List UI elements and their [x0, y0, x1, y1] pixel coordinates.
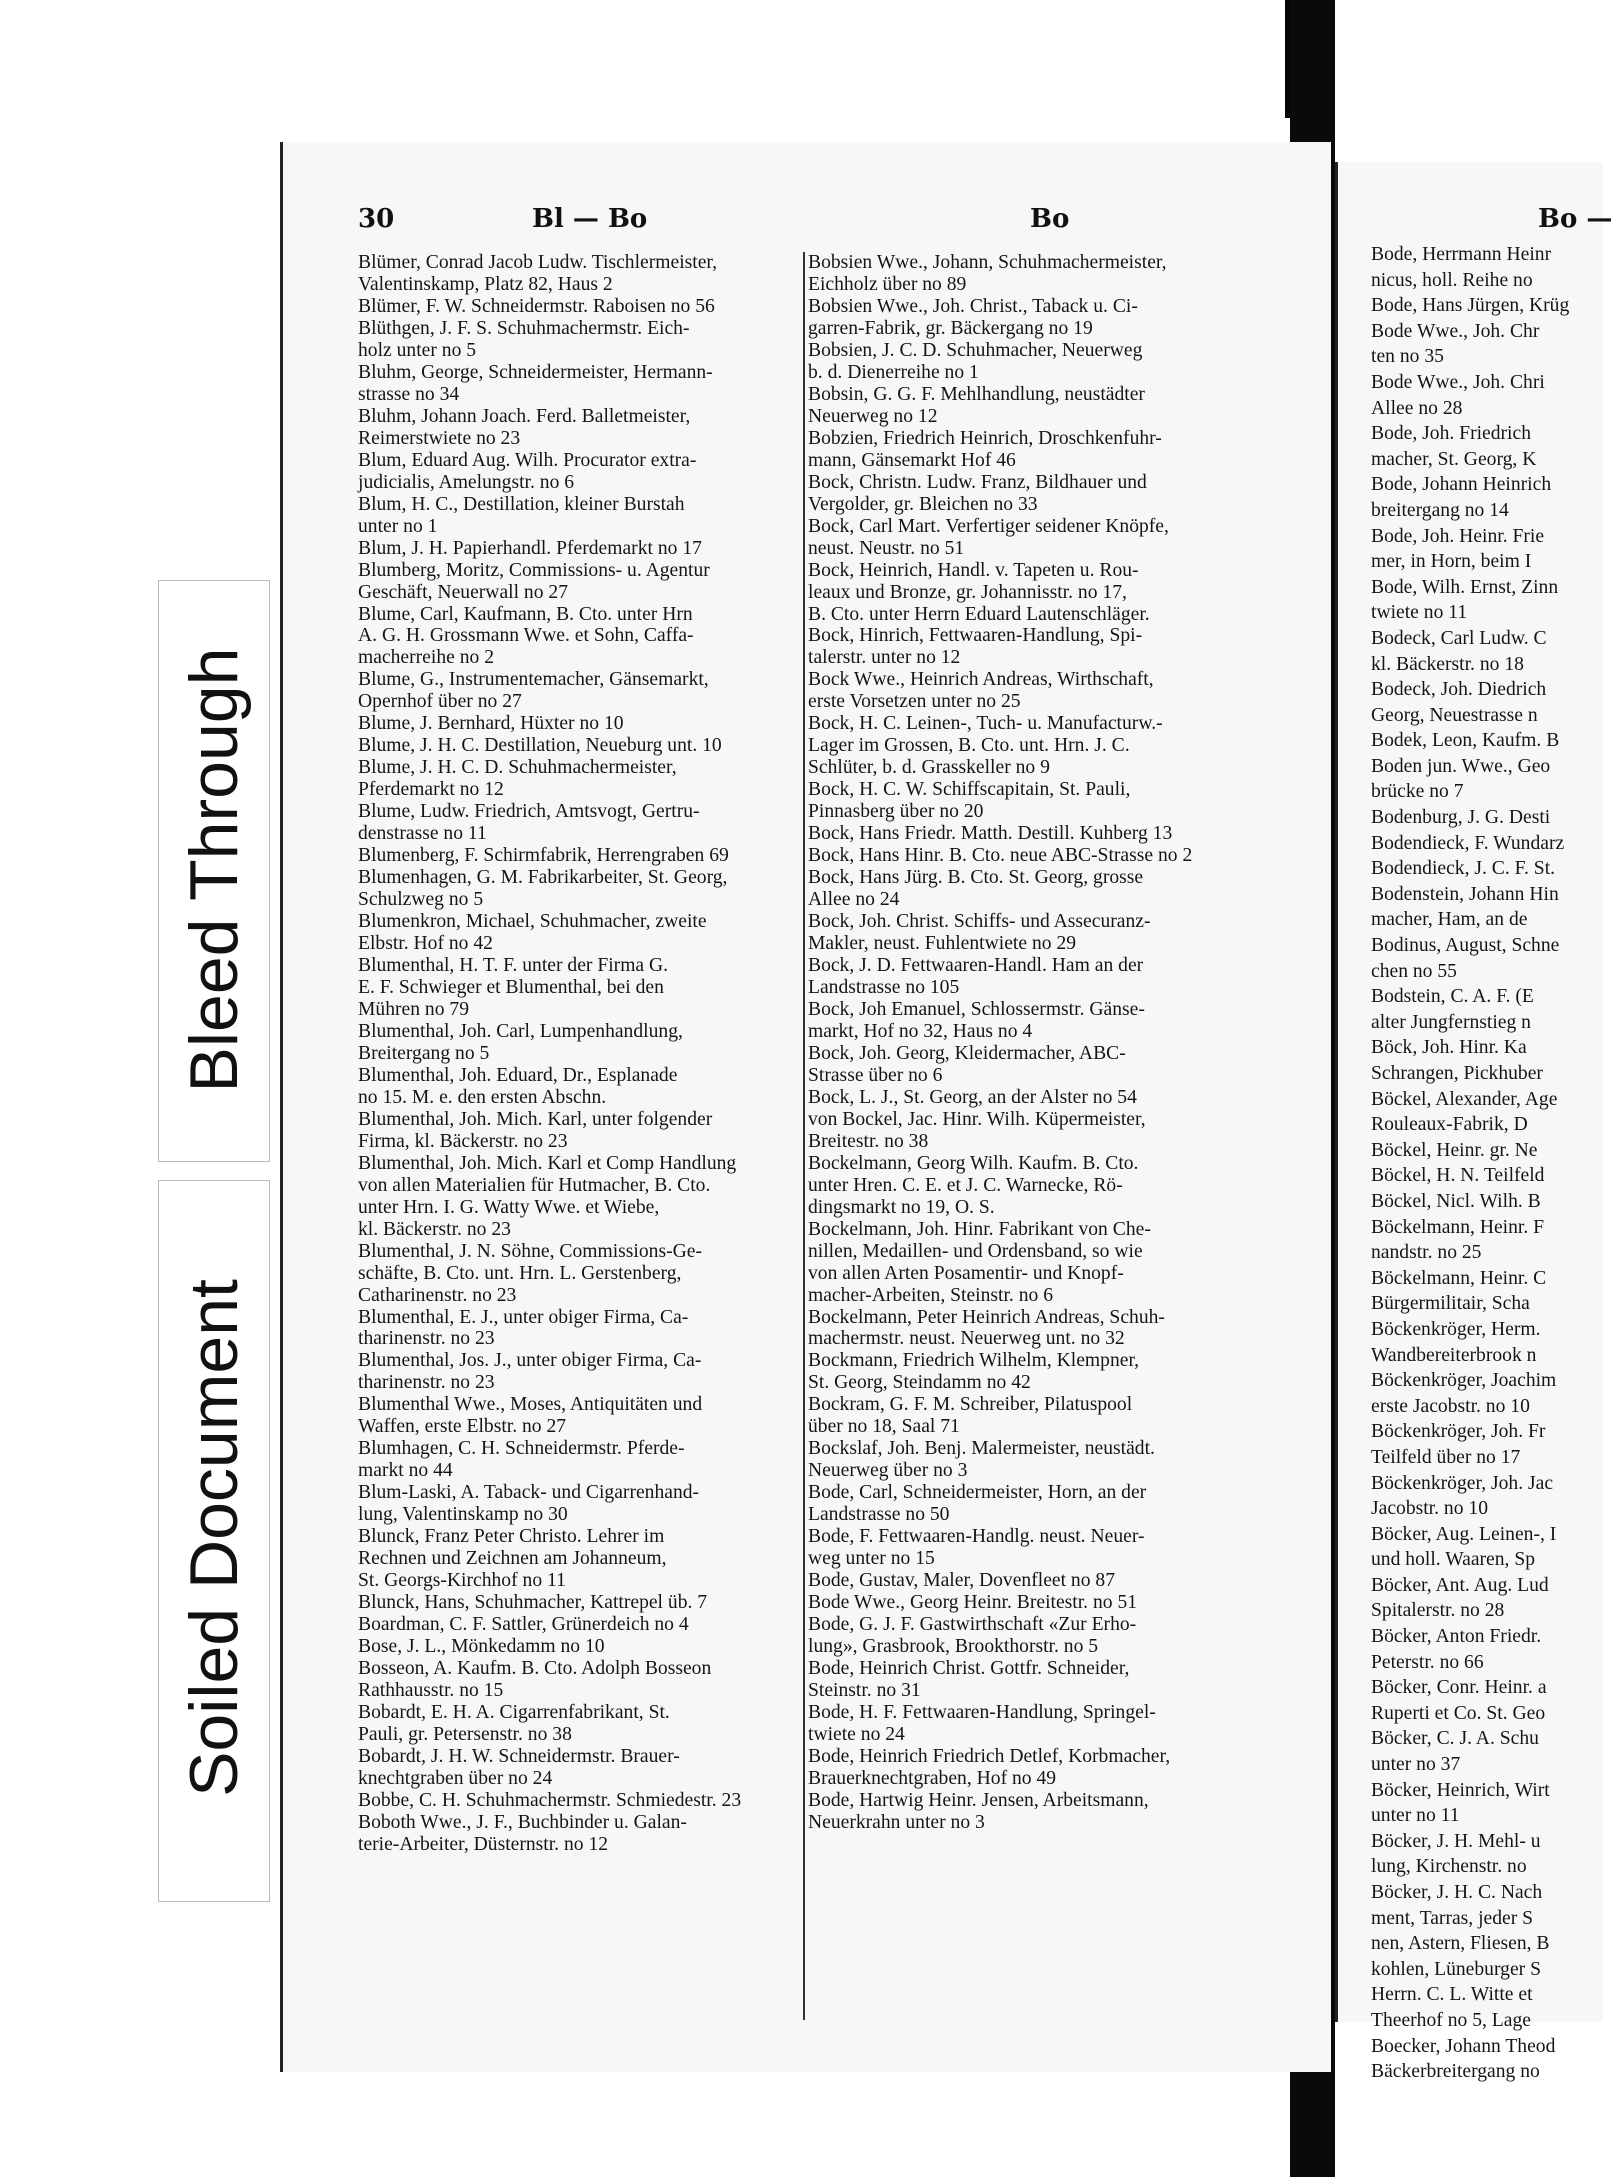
directory-entry-line: Blumenhagen, G. M. Fabrikarbeiter, St. Georg, — [358, 867, 728, 889]
directory-entry-line: Böckelmann, Heinr. F — [1371, 1216, 1545, 1238]
directory-entry-line: Bobardt, E. H. A. Cigarrenfabrikant, St. — [358, 1701, 670, 1723]
directory-entry-line: Bodinus, August, Schne — [1371, 935, 1560, 957]
directory-entry-line: judicialis, Amelungstr. no 6 — [358, 471, 575, 493]
directory-entry-line: Allee no 24 — [808, 889, 900, 911]
directory-entry-line: Blumenthal, H. T. F. unter der Firma G. — [358, 955, 669, 976]
directory-entry-line: Bode, Joh. Heinr. Frie — [1371, 525, 1545, 547]
directory-entry-line: Bosseon, A. Kaufm. B. Cto. Adolph Bosseon — [358, 1658, 712, 1679]
directory-entry-line: Bock Wwe., Heinrich Andreas, Wirthschaft, — [808, 669, 1154, 691]
directory-entry-line: Teilfeld über no 17 — [1371, 1446, 1521, 1468]
directory-entry-line: Bode, Heinrich Christ. Gottfr. Schneider, — [808, 1658, 1130, 1679]
directory-entry-line: Bobsin, G. G. F. Mehlhandlung, neustädter — [808, 383, 1145, 405]
directory-entry-line: twiete no 24 — [808, 1723, 905, 1745]
directory-entry-line: Bluhm, Johann Joach. Ferd. Balletmeister, — [358, 405, 691, 427]
directory-entry-line: breitergang no 14 — [1371, 499, 1509, 521]
directory-entry-line: Blume, J. H. C. D. Schuhmachermeister, — [358, 757, 677, 779]
directory-entry-line: Böck, Joh. Hinr. Ka — [1371, 1037, 1527, 1059]
directory-entry-line: St. Georgs-Kirchhof no 11 — [358, 1570, 566, 1592]
directory-entry-line: Bode, Hans Jürgen, Krüg — [1371, 295, 1570, 317]
directory-entry-line: Rouleaux-Fabrik, D — [1371, 1114, 1528, 1136]
next-page-column — [1371, 242, 1611, 2085]
directory-entry-line: Böckenkröger, Joh. Fr — [1371, 1421, 1546, 1443]
directory-entry-line: Bock, Hans Jürg. B. Cto. St. Georg, grosse — [808, 867, 1144, 889]
directory-entry-line: Blum-Laski, A. Taback- und Cigarrenhand- — [358, 1482, 700, 1504]
directory-entry-line: Makler, neust. Fuhlentwiete no 29 — [808, 933, 1077, 955]
directory-entry-line: Schulzweg no 5 — [358, 889, 484, 911]
directory-entry-line: chen no 55 — [1371, 960, 1457, 982]
directory-entry-line: Strasse über no 6 — [808, 1064, 943, 1086]
directory-entry-line: Bose, J. L., Mönkedamm no 10 — [358, 1636, 605, 1658]
directory-entry-line: Blumenthal, E. J., unter obiger Firma, Ca- — [358, 1306, 689, 1328]
directory-entry-line: Bock, Joh Emanuel, Schlossermstr. Gänse- — [808, 998, 1145, 1020]
directory-entry-line: Bodenstein, Johann Hin — [1371, 883, 1559, 905]
directory-entry-line: Boden jun. Wwe., Geo — [1371, 755, 1551, 777]
directory-entry-line: garren-Fabrik, gr. Bäckergang no 19 — [808, 317, 1093, 339]
directory-entry-line: Blunck, Franz Peter Christo. Lehrer im — [358, 1526, 665, 1548]
directory-entry-line: nillen, Medaillen- und Ordensband, so wie — [808, 1240, 1143, 1262]
directory-entry-line: brücke no 7 — [1371, 781, 1464, 803]
page-number: 30 — [358, 204, 395, 234]
directory-entry-line: Herrn. C. L. Witte et — [1371, 1984, 1533, 2006]
directory-entry-line: Bobbe, C. H. Schuhmachermstr. Schmiedestr. 23 — [358, 1789, 742, 1811]
directory-entry-line: von allen Arten Posamentir- und Knopf- — [808, 1262, 1124, 1284]
directory-entry-line: Landstrasse no 105 — [808, 976, 960, 998]
directory-entry-line: Blumberg, Moritz, Commissions- u. Agentur — [358, 559, 710, 581]
directory-entry-line: tharinenstr. no 23 — [358, 1372, 495, 1394]
directory-entry-line: Blunck, Hans, Schuhmacher, Kattrepel üb. 7 — [358, 1592, 708, 1614]
left-running-head: Bl — Bo — [532, 204, 648, 234]
column-divider — [803, 252, 805, 2020]
directory-entry-line: Waffen, erste Elbstr. no 27 — [358, 1416, 567, 1438]
directory-entry-line: von Bockel, Jac. Hinr. Wilh. Küpermeister, — [808, 1108, 1146, 1130]
directory-entry-line: Böcker, Aug. Leinen-, I — [1371, 1523, 1557, 1545]
directory-entry-line: neust. Neustr. no 51 — [808, 537, 965, 559]
directory-entry-line: Bode, Gustav, Maler, Dovenfleet no 87 — [808, 1570, 1116, 1592]
directory-entry-line: lung, Kirchenstr. no — [1371, 1856, 1527, 1878]
directory-entry-line: Bockslaf, Joh. Benj. Malermeister, neustädt. — [808, 1438, 1155, 1460]
directory-entry-line: Bode, Carl, Schneidermeister, Horn, an der — [808, 1482, 1147, 1504]
directory-entry-line: Wandbereiterbrook n — [1371, 1344, 1537, 1366]
directory-entry-line: Georg, Neuestrasse n — [1371, 704, 1538, 726]
directory-entry-line: Opernhof über no 27 — [358, 691, 522, 713]
directory-entry-line: Blumenthal, Joh. Carl, Lumpenhandlung, — [358, 1020, 683, 1042]
directory-entry-line: Bode Wwe., Joh. Chri — [1371, 371, 1545, 393]
directory-entry-line: Mühren no 79 — [358, 998, 470, 1020]
directory-entry-line: Bode, Hartwig Heinr. Jensen, Arbeitsmann, — [808, 1789, 1149, 1811]
directory-entry-line: Elbstr. Hof no 42 — [358, 933, 493, 955]
directory-entry-line: Geschäft, Neuerwall no 27 — [358, 581, 569, 603]
directory-entry-line: Bock, Heinrich, Handl. v. Tapeten u. Rou- — [808, 559, 1139, 581]
directory-entry-line: macherreihe no 2 — [358, 647, 494, 669]
directory-entry-line: Bobardt, J. H. W. Schneidermstr. Brauer- — [358, 1745, 680, 1767]
directory-entry-line: Bock, H. C. W. Schiffscapitain, St. Pauli, — [808, 779, 1131, 801]
directory-entry-line: Catharinenstr. no 23 — [358, 1284, 517, 1306]
directory-entry-line: Bock, Joh. Christ. Schiffs- und Assecuranz- — [808, 911, 1151, 933]
directory-entry-line: Böcker, Ant. Aug. Lud — [1371, 1574, 1549, 1596]
directory-entry-line: Rechnen und Zeichnen am Johanneum, — [358, 1548, 667, 1570]
directory-entry-line: und holl. Waaren, Sp — [1371, 1549, 1536, 1571]
directory-entry-line: Blümer, Conrad Jacob Ludw. Tischlermeister, — [358, 252, 718, 273]
directory-entry-line: Bockelmann, Peter Heinrich Andreas, Schuh- — [808, 1306, 1165, 1328]
directory-entry-line: Bode, Wilh. Ernst, Zinn — [1371, 576, 1559, 598]
directory-entry-line: Böcker, Conr. Heinr. a — [1371, 1677, 1547, 1699]
directory-entry-line: Bode, Herrmann Heinr — [1371, 244, 1552, 265]
directory-entry-line: Blüthgen, J. F. S. Schuhmachermstr. Eich- — [358, 317, 690, 339]
bleed-through-label: Bleed Through — [176, 647, 252, 1093]
directory-entry-line: Böckenkröger, Joachim — [1371, 1370, 1557, 1392]
directory-entry-line: Blumenberg, F. Schirmfabrik, Herrengraben 69 — [358, 845, 729, 867]
directory-entry-line: b. d. Dienerreihe no 1 — [808, 361, 979, 383]
directory-entry-line: unter no 37 — [1371, 1754, 1461, 1776]
directory-entry-line: Bode, F. Fettwaaren-Handlg. neust. Neuer- — [808, 1526, 1145, 1548]
directory-entry-line: Böcker, Heinrich, Wirt — [1371, 1779, 1550, 1801]
directory-entry-line: Landstrasse no 50 — [808, 1504, 950, 1526]
directory-entry-line: Böcker, J. H. C. Nach — [1371, 1882, 1543, 1903]
directory-entry-line: Blumenthal, Joh. Eduard, Dr., Esplanade — [358, 1064, 678, 1086]
directory-entry-line: Jacobstr. no 10 — [1371, 1498, 1489, 1520]
directory-entry-line: Blumenthal, Joh. Mich. Karl et Comp Handlung — [358, 1152, 737, 1174]
directory-entry-line: alter Jungfernstieg n — [1371, 1011, 1531, 1033]
directory-entry-line: Böckel, Alexander, Age — [1371, 1088, 1558, 1110]
directory-entry-line: Bluhm, George, Schneidermeister, Hermann- — [358, 361, 713, 383]
directory-entry-line: erste Vorsetzen unter no 25 — [808, 691, 1021, 713]
directory-entry-line: Böckelmann, Heinr. C — [1371, 1267, 1547, 1289]
directory-entry-line: Bock, L. J., St. Georg, an der Alster no 54 — [808, 1086, 1137, 1108]
directory-entry-line: A. G. H. Grossmann Wwe. et Sohn, Caffa- — [358, 625, 694, 647]
directory-entry-line: Boardman, C. F. Sattler, Grünerdeich no 4 — [358, 1614, 689, 1636]
directory-entry-line: Pauli, gr. Petersenstr. no 38 — [358, 1723, 572, 1745]
directory-entry-line: Bode, H. F. Fettwaaren-Handlung, Springel- — [808, 1701, 1156, 1723]
right-column — [808, 252, 1268, 1834]
directory-entry-line: Bock, Hans Friedr. Matth. Destill. Kuhberg 13 — [808, 823, 1173, 845]
directory-entry-line: Blumenkron, Michael, Schuhmacher, zweite — [358, 911, 707, 933]
directory-entry-line: Bockelmann, Georg Wilh. Kaufm. B. Cto. — [808, 1152, 1139, 1174]
directory-entry-line: Blume, Ludw. Friedrich, Amtsvogt, Gertru- — [358, 801, 700, 823]
directory-entry-line: Breitestr. no 38 — [808, 1130, 929, 1152]
directory-entry-line: Bockelmann, Joh. Hinr. Fabrikant von Che- — [808, 1218, 1151, 1240]
directory-entry-line: Böckel, H. N. Teilfeld — [1371, 1165, 1545, 1187]
directory-entry-line: Blumenthal, Joh. Mich. Karl, unter folgender — [358, 1108, 713, 1130]
directory-entry-line: Bode Wwe., Georg Heinr. Breitestr. no 51 — [808, 1592, 1138, 1614]
directory-entry-line: talerstr. unter no 12 — [808, 647, 961, 669]
directory-entry-line: Lager im Grossen, B. Cto. unt. Hrn. J. C. — [808, 735, 1130, 757]
directory-entry-line: E. F. Schwieger et Blumenthal, bei den — [358, 976, 664, 998]
directory-entry-line: Blumenthal, Jos. J., unter obiger Firma, Ca- — [358, 1350, 702, 1372]
directory-entry-line: Böcker, J. H. Mehl- u — [1371, 1830, 1541, 1852]
directory-entry-line: knechtgraben über no 24 — [358, 1767, 553, 1789]
directory-entry-line: dingsmarkt no 19, O. S. — [808, 1196, 995, 1218]
directory-entry-line: nen, Astern, Fliesen, B — [1371, 1933, 1550, 1955]
directory-entry-line: Bode, Joh. Friedrich — [1371, 423, 1531, 445]
directory-entry-line: Blümer, F. W. Schneidermstr. Raboisen no 56 — [358, 295, 715, 317]
directory-entry-line: Bock, Hans Hinr. B. Cto. neue ABC-Strasse no 2 — [808, 845, 1193, 867]
directory-entry-line: tharinenstr. no 23 — [358, 1328, 495, 1350]
directory-entry-line: Böckel, Heinr. gr. Ne — [1371, 1139, 1538, 1161]
directory-entry-line: unter no 1 — [358, 515, 438, 537]
directory-entry-line: Böckenkröger, Herm. — [1371, 1318, 1541, 1340]
directory-entry-line: macher, Ham, an de — [1371, 909, 1528, 931]
bleed-through-tab — [158, 580, 270, 1162]
directory-entry-line: Breitergang no 5 — [358, 1042, 490, 1064]
directory-entry-line: Bodeck, Carl Ludw. C — [1371, 627, 1547, 649]
directory-entry-line: Allee no 28 — [1371, 397, 1463, 419]
directory-entry-line: Bäckerbreitergang no — [1371, 2061, 1540, 2083]
directory-entry-line: holz unter no 5 — [358, 339, 477, 361]
soiled-document-label: Soiled Document — [176, 1279, 252, 1797]
directory-entry-line: Blum, Eduard Aug. Wilh. Procurator extra- — [358, 449, 697, 471]
directory-entry-line: markt no 44 — [358, 1460, 453, 1482]
directory-entry-line: Böcker, C. J. A. Schu — [1371, 1728, 1539, 1750]
directory-entry-line: Bobsien, J. C. D. Schuhmacher, Neuerweg — [808, 339, 1143, 361]
directory-entry-line: Bodstein, C. A. F. (E — [1371, 986, 1534, 1008]
directory-entry-line: Vergolder, gr. Bleichen no 33 — [808, 493, 1038, 515]
directory-entry-line: mann, Gänsemarkt Hof 46 — [808, 449, 1016, 471]
directory-entry-line: Valentinskamp, Platz 82, Haus 2 — [358, 273, 613, 295]
directory-entry-line: Steinstr. no 31 — [808, 1679, 921, 1701]
directory-entry-line: kohlen, Lüneburger S — [1371, 1958, 1541, 1980]
directory-entry-line: Bock, H. C. Leinen-, Tuch- u. Manufacturw.- — [808, 713, 1163, 735]
directory-entry-line: Rathhausstr. no 15 — [358, 1679, 504, 1701]
directory-entry-line: Neuerkrahn unter no 3 — [808, 1811, 985, 1833]
directory-entry-line: erste Jacobstr. no 10 — [1371, 1395, 1530, 1417]
directory-entry-line: unter Hrn. I. G. Watty Wwe. et Wiebe, — [358, 1196, 660, 1218]
directory-entry-line: no 15. M. e. den ersten Abschn. — [358, 1086, 607, 1108]
directory-entry-line: Bock, Carl Mart. Verfertiger seidener Knöpfe, — [808, 515, 1169, 537]
directory-entry-line: markt, Hof no 32, Haus no 4 — [808, 1020, 1033, 1042]
directory-entry-line: Neuerweg no 12 — [808, 405, 938, 427]
directory-entry-line: Pferdemarkt no 12 — [358, 779, 504, 801]
directory-entry-line: Bock, J. D. Fettwaaren-Handl. Ham an der — [808, 955, 1144, 976]
directory-entry-line: Boecker, Johann Theod — [1371, 2035, 1556, 2057]
directory-entry-line: macher, St. Georg, K — [1371, 448, 1537, 470]
directory-entry-line: Bock, Joh. Georg, Kleidermacher, ABC- — [808, 1042, 1126, 1064]
directory-entry-line: Böckenkröger, Joh. Jac — [1371, 1472, 1554, 1494]
directory-entry-line: Pinnasberg über no 20 — [808, 801, 984, 823]
directory-entry-line: Bode, Heinrich Friedrich Detlef, Korbmacher, — [808, 1745, 1171, 1767]
directory-entry-line: lung, Valentinskamp no 30 — [358, 1504, 568, 1526]
directory-entry-line: Blumenthal Wwe., Moses, Antiquitäten und — [358, 1394, 703, 1416]
directory-entry-line: kl. Bäckerstr. no 23 — [358, 1218, 511, 1240]
left-column — [358, 252, 800, 1856]
directory-entry-line: Bodendieck, F. Wundarz — [1371, 832, 1565, 854]
next-page — [1335, 162, 1612, 2083]
directory-entry-line: Blum, J. H. Papierhandl. Pferdemarkt no 17 — [358, 537, 702, 559]
directory-entry-line: Bobsien Wwe., Joh. Christ., Taback u. Ci- — [808, 295, 1138, 317]
directory-entry-line: Peterstr. no 66 — [1371, 1651, 1484, 1673]
directory-entry-line: Bodeck, Joh. Diedrich — [1371, 679, 1547, 701]
directory-entry-line: nicus, holl. Reihe no — [1371, 269, 1533, 291]
directory-entry-line: über no 18, Saal 71 — [808, 1416, 960, 1438]
directory-entry-line: St. Georg, Steindamm no 42 — [808, 1372, 1031, 1394]
directory-entry-line: von allen Materialien für Hutmacher, B. Cto. — [358, 1174, 711, 1196]
directory-entry-line: Firma, kl. Bäckerstr. no 23 — [358, 1130, 568, 1152]
directory-entry-line: Blume, J. Bernhard, Hüxter no 10 — [358, 713, 624, 735]
directory-entry-line: Bode, Johann Heinrich — [1371, 474, 1552, 496]
directory-entry-line: Bodenburg, J. G. Desti — [1371, 807, 1551, 829]
directory-entry-line: unter Hren. C. E. et J. C. Warnecke, Rö- — [808, 1174, 1123, 1196]
directory-entry-line: Bode, G. J. F. Gastwirthschaft «Zur Erho- — [808, 1614, 1137, 1636]
directory-entry-line: Theerhof no 5, Lage — [1371, 2009, 1531, 2031]
directory-entry-line: Brauerknechtgraben, Hof no 49 — [808, 1767, 1057, 1789]
directory-entry-line: Neuerweg über no 3 — [808, 1460, 968, 1482]
directory-entry-line: Blumenthal, J. N. Söhne, Commissions-Ge- — [358, 1240, 702, 1262]
directory-entry-line: ment, Tarras, jeder S — [1371, 1907, 1534, 1929]
right-running-head: Bo — [1030, 204, 1070, 234]
directory-entry-line: Böckel, Nicl. Wilh. B — [1371, 1190, 1541, 1212]
directory-entry-line: Blum, H. C., Destillation, kleiner Burstah — [358, 493, 685, 515]
directory-entry-line: Eichholz über no 89 — [808, 273, 967, 295]
directory-entry-line: Bobsien Wwe., Johann, Schuhmachermeister, — [808, 252, 1167, 273]
directory-entry-line: Bodendieck, J. C. F. St. — [1371, 858, 1556, 880]
directory-entry-line: Schlüter, b. d. Grasskeller no 9 — [808, 757, 1050, 779]
directory-entry-line: denstrasse no 11 — [358, 823, 487, 845]
directory-entry-line: Blume, Carl, Kaufmann, B. Cto. unter Hrn — [358, 603, 693, 625]
directory-entry-line: Bode Wwe., Joh. Chr — [1371, 320, 1540, 342]
directory-entry-line: machermstr. neust. Neuerweg unt. no 32 — [808, 1328, 1125, 1350]
directory-entry-line: Bobzien, Friedrich Heinrich, Droschkenfuhr- — [808, 427, 1162, 449]
directory-entry-line: Ruperti et Co. St. Geo — [1371, 1702, 1546, 1724]
directory-entry-line: kl. Bäckerstr. no 18 — [1371, 653, 1524, 675]
directory-entry-line: nandstr. no 25 — [1371, 1242, 1482, 1264]
directory-entry-line: Bock, Christn. Ludw. Franz, Bildhauer und — [808, 471, 1147, 493]
directory-entry-line: Blume, J. H. C. Destillation, Neueburg unt. 10 — [358, 735, 722, 757]
directory-entry-line: ten no 35 — [1371, 346, 1444, 368]
directory-entry-line: lung», Grasbrook, Brookthorstr. no 5 — [808, 1636, 1099, 1658]
directory-entry-line: macher-Arbeiten, Steinstr. no 6 — [808, 1284, 1054, 1306]
directory-entry-line: unter no 11 — [1371, 1805, 1460, 1827]
directory-entry-line: schäfte, B. Cto. unt. Hrn. L. Gerstenberg, — [358, 1262, 682, 1284]
directory-entry-line: Reimerstwiete no 23 — [358, 427, 521, 449]
directory-entry-line: Spitalerstr. no 28 — [1371, 1600, 1505, 1622]
directory-entry-line: mer, in Horn, beim I — [1371, 551, 1532, 573]
directory-entry-line: Bock, Hinrich, Fettwaaren-Handlung, Spi- — [808, 625, 1143, 647]
directory-entry-line: B. Cto. unter Herrn Eduard Lautenschläger. — [808, 603, 1150, 625]
directory-entry-line: Bodek, Leon, Kaufm. B — [1371, 730, 1560, 752]
next-page-running-head: Bo — — [1538, 204, 1612, 234]
directory-entry-line: terie-Arbeiter, Düsternstr. no 12 — [358, 1833, 609, 1855]
directory-entry-line: strasse no 34 — [358, 383, 460, 405]
directory-entry-line: twiete no 11 — [1371, 602, 1468, 624]
directory-entry-line: Bürgermilitair, Scha — [1371, 1293, 1530, 1315]
directory-entry-line: weg unter no 15 — [808, 1548, 935, 1570]
directory-entry-line: Schrangen, Pickhuber — [1371, 1063, 1543, 1084]
directory-entry-line: Blumhagen, C. H. Schneidermstr. Pferde- — [358, 1438, 685, 1460]
directory-entry-line: Bockram, G. F. M. Schreiber, Pilatuspool — [808, 1394, 1133, 1416]
directory-entry-line: Böcker, Anton Friedr. — [1371, 1626, 1542, 1648]
directory-entry-line: Bockmann, Friedrich Wilhelm, Klempner, — [808, 1350, 1140, 1372]
directory-entry-line: Blume, G., Instrumentemacher, Gänsemarkt, — [358, 669, 709, 691]
soiled-document-tab — [158, 1180, 270, 1902]
directory-entry-line: Boboth Wwe., J. F., Buchbinder u. Galan- — [358, 1811, 687, 1833]
directory-entry-line: leaux und Bronze, gr. Johannisstr. no 17, — [808, 581, 1127, 603]
